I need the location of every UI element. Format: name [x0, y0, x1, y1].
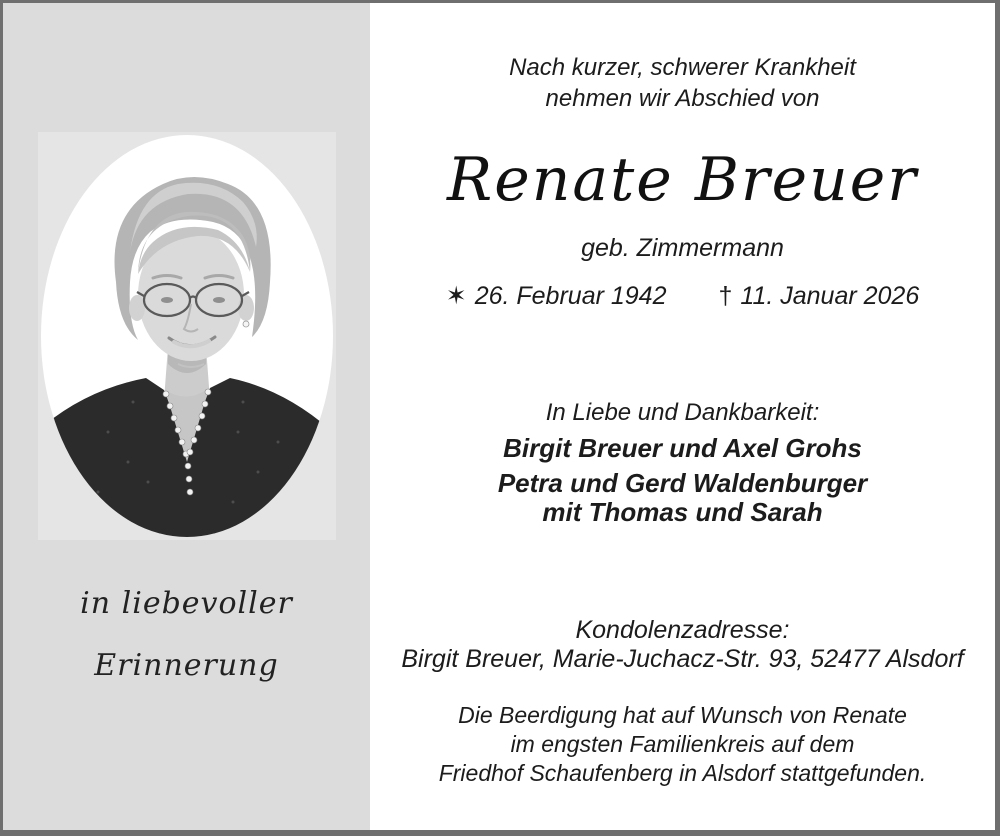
mourners-line2: Petra und Gerd Waldenburger	[497, 468, 868, 498]
funeral-note-line2: im engsten Familienkreis auf dem	[510, 731, 855, 757]
intro-line2: nehmen wir Abschied von	[545, 85, 820, 112]
death-date: 11. Januar 2026	[740, 282, 920, 310]
mourners-line3: mit Thomas und Sarah	[542, 497, 823, 527]
announcement-intro	[370, 52, 995, 114]
tribute-heading: In Liebe und Dankbarkeit:	[545, 399, 820, 426]
memorial-caption-line1: in liebevoller	[80, 586, 293, 621]
intro-line1: Nach kurzer, schwerer Krankheit	[509, 54, 856, 81]
birth-date: 26. Februar 1942	[474, 282, 667, 310]
condolence-heading: Kondolenzadresse:	[575, 616, 790, 644]
mourners-group	[370, 469, 995, 527]
funeral-note-line1: Die Beerdigung hat auf Wunsch von Renate	[458, 702, 907, 728]
condolence-address: Birgit Breuer, Marie-Juchacz-Str. 93, 52477 Alsdorf	[401, 645, 964, 673]
death-cross-icon: †	[718, 282, 733, 310]
death-date-group	[718, 282, 919, 310]
funeral-note	[370, 701, 995, 788]
portrait-photo	[38, 132, 336, 540]
memorial-caption-line2: Erinnerung	[94, 648, 279, 683]
birth-date-group	[446, 282, 667, 310]
memorial-panel	[3, 3, 370, 830]
memorial-caption	[3, 573, 370, 697]
life-dates	[370, 282, 995, 310]
maiden-name: geb. Zimmermann	[581, 234, 784, 262]
funeral-note-line3: Friedhof Schaufenberg in Alsdorf stattgefunden.	[438, 760, 927, 786]
birth-star-icon: ✶	[445, 282, 467, 310]
announcement-panel	[370, 3, 995, 830]
mourners-line1: Birgit Breuer und Axel Grohs	[503, 433, 862, 463]
deceased-name: Renate Breuer	[447, 145, 918, 215]
